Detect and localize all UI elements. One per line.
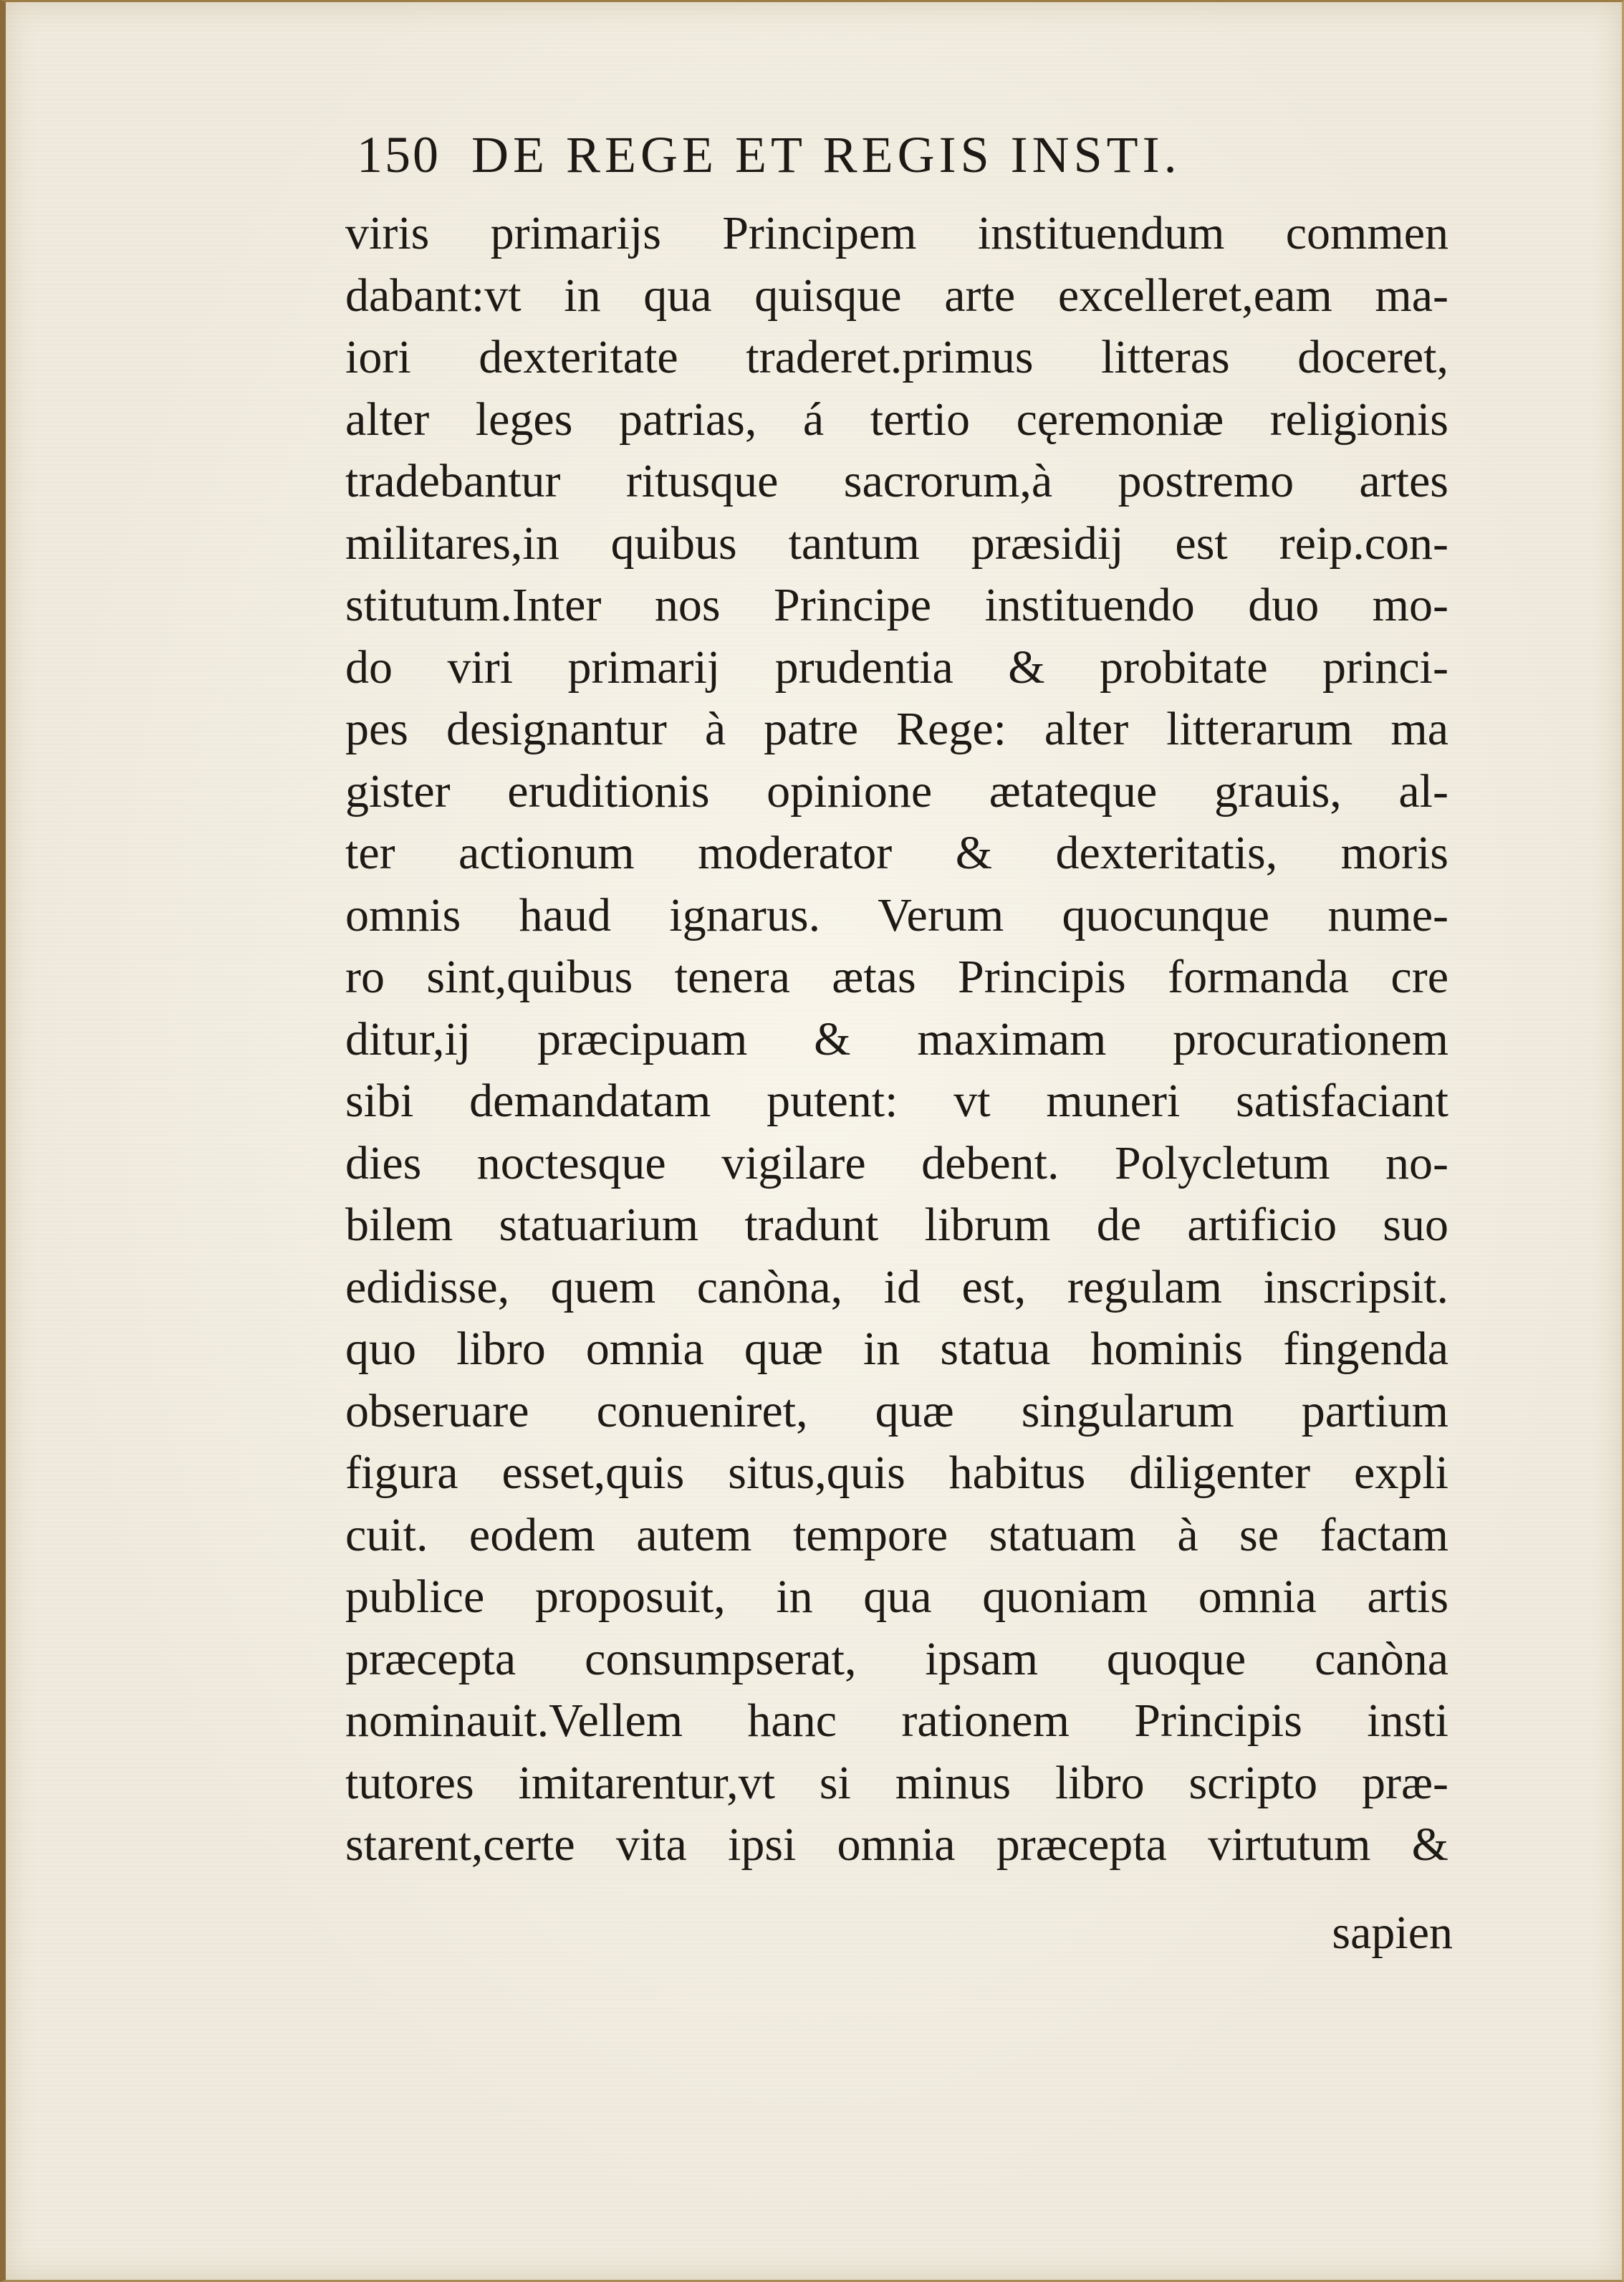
text-line: dies noctesque vigilare debent. Polycletum no- [345,1136,1448,1189]
text-line: ro sint,quibus tenera ætas Principis formanda cre [345,951,1448,1003]
text-line: do viri primarij prudentia & probitate princi- [345,641,1448,694]
text-line: publice proposuit, in qua quoniam omnia artis [345,1571,1448,1623]
text-line: præcepta consumpserat, ipsam quoque canòna [345,1632,1448,1685]
text-line: viris primarijs Principem instituendum commen [345,207,1448,259]
text-line: militares,in quibus tantum præsidij est reip.con- [345,517,1448,570]
text-line: iori dexteritate traderet.primus litteras doceret, [345,331,1448,383]
text-line: stitutum.Inter nos Principe instituendo duo mo- [345,579,1448,631]
text-line: starent,certe vita ipsi omnia præcepta virtutum & [345,1818,1448,1871]
running-head [357,123,1460,187]
catchword: sapien [1332,1907,1453,1959]
text-line: dabant:vt in qua quisque arte excelleret,eam ma- [345,269,1448,322]
text-line: nominauit.Vellem hanc rationem Principis insti [345,1694,1448,1747]
text-line: ditur,ij præcipuam & maximam procurationem [345,1012,1448,1065]
text-line: tutores imitarentur,vt si minus libro scripto præ- [345,1756,1448,1809]
text-line: edidisse, quem canòna, id est, regulam inscripsit. [345,1260,1448,1313]
text-line: bilem statuarium tradunt librum de artificio suo [345,1199,1448,1251]
page-number: 150 [357,126,441,183]
text-line: gister eruditionis opinione ætateque grauis, al- [345,764,1448,818]
text-line: tradebantur ritusque sacrorum,à postremo artes [345,455,1448,507]
text-line: omnis haud ignarus. Verum quocunque nume- [345,888,1448,941]
body-text [345,203,1448,1876]
running-title: DE REGE ET REGIS INSTI. [471,126,1181,183]
text-line: quo libro omnia quæ in statua hominis fingenda [345,1323,1448,1375]
text-line: pes designantur à patre Rege: alter litterarum ma [345,703,1448,755]
text-line: figura esset,quis situs,quis habitus diligenter expli [345,1447,1448,1499]
text-line: sibi demandatam putent: vt muneri satisfaciant [345,1075,1448,1127]
text-line: cuit. eodem autem tempore statuam à se factam [345,1508,1448,1561]
text-line: alter leges patrias, á tertio cęremoniæ religionis [345,393,1448,446]
text-line: ter actionum moderator & dexteritatis, moris [345,827,1448,879]
text-line: obseruare conueniret, quæ singularum partium [345,1384,1448,1437]
